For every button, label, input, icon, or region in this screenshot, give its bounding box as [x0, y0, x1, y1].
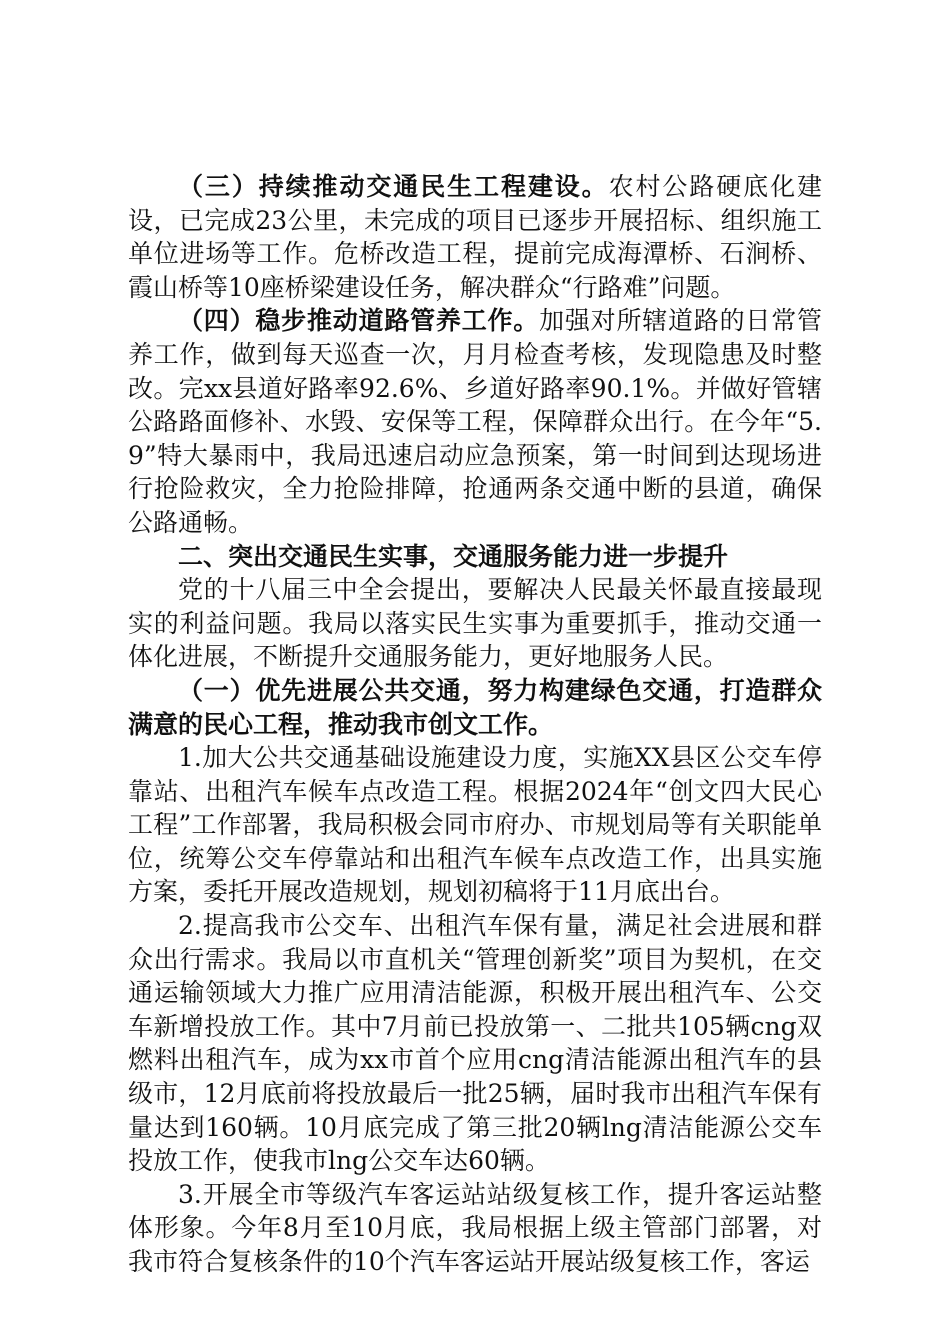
- paragraph-text: 加强对所辖道路的日常管养工作，做到每天巡查一次，月月检查考核，发现隐患及时整改。完xx县道好路率92.6%、乡道好路率90.1%。并做好管辖公路路面修补、水毁、安保等工程，保障群众出行。在今年“5.9”特大暴雨中，我局迅速启动应急预案，第一时间到达现场进行抢险救灾，全力抢险排障，抢通两条交通中断的县道，确保公路通畅。: [128, 306, 822, 537]
- section-intro: 党的十八届三中全会提出，要解决人民最关怀最直接最现实的利益问题。我局以落实民生实事为重要抓手，推动交通一体化进展，不断提升交通服务能力，更好地服务人民。: [128, 575, 822, 672]
- list-item: 2.提高我市公交车、出租汽车保有量，满足社会进展和群众出行需求。我局以市直机关“管理创新奖”项目为契机，在交通运输领域大力推广应用清洁能源，积极开展出租汽车、公交车新增投放工作。其中7月前已投放第一、二批共105辆cng双燃料出租汽车，成为xx市首个应用cng清洁能源出租汽车的县级市，12月底前将投放最后一批25辆，届时我市出租汽车保有量达到160辆。10月底完成了第三批20辆lng清洁能源公交车投放工作，使我市lng公交车达60辆。: [128, 911, 822, 1176]
- section-heading: 二、突出交通民生实事，交通服务能力进一步提升: [178, 541, 729, 571]
- paragraph-lead: （四）稳步推动道路管养工作。: [178, 306, 540, 336]
- list-item: 3.开展全市等级汽车客运站站级复核工作，提升客运站整体形象。今年8月至10月底，我局根据上级主管部门部署，对我市符合复核条件的10个汽车客运站开展站级复核工作，客运: [128, 1179, 822, 1276]
- paragraph-text: 农村公路硬底化建设，已完成23公里，未完成的项目已逐步开展招标、组织施工单位进场等工作。危桥改造工程，提前完成海潭桥、石涧桥、霞山桥等10座桥梁建设任务，解决群众“行路难”问题。: [128, 172, 822, 302]
- list-item: 1.加大公共交通基础设施建设力度，实施XX县区公交车停靠站、出租汽车候车点改造工程。根据2024年“创文四大民心工程”工作部署，我局积极会同市府办、市规划局等有关职能单位，统筹公交车停靠站和出租汽车候车点改造工作，出具实施方案，委托开展改造规划，规划初稿将于11月底出台。: [128, 743, 822, 907]
- paragraph-road-maintenance: [128, 304, 822, 539]
- paragraph-lead: （三）持续推动交通民生工程建设。: [178, 172, 609, 201]
- paragraph-rural-roads: [128, 170, 822, 304]
- sub-heading: （一）优先进展公共交通，努力构建绿色交通，打造群众满意的民心工程，推动我市创文工作。: [128, 675, 822, 739]
- document-body: [128, 170, 822, 1279]
